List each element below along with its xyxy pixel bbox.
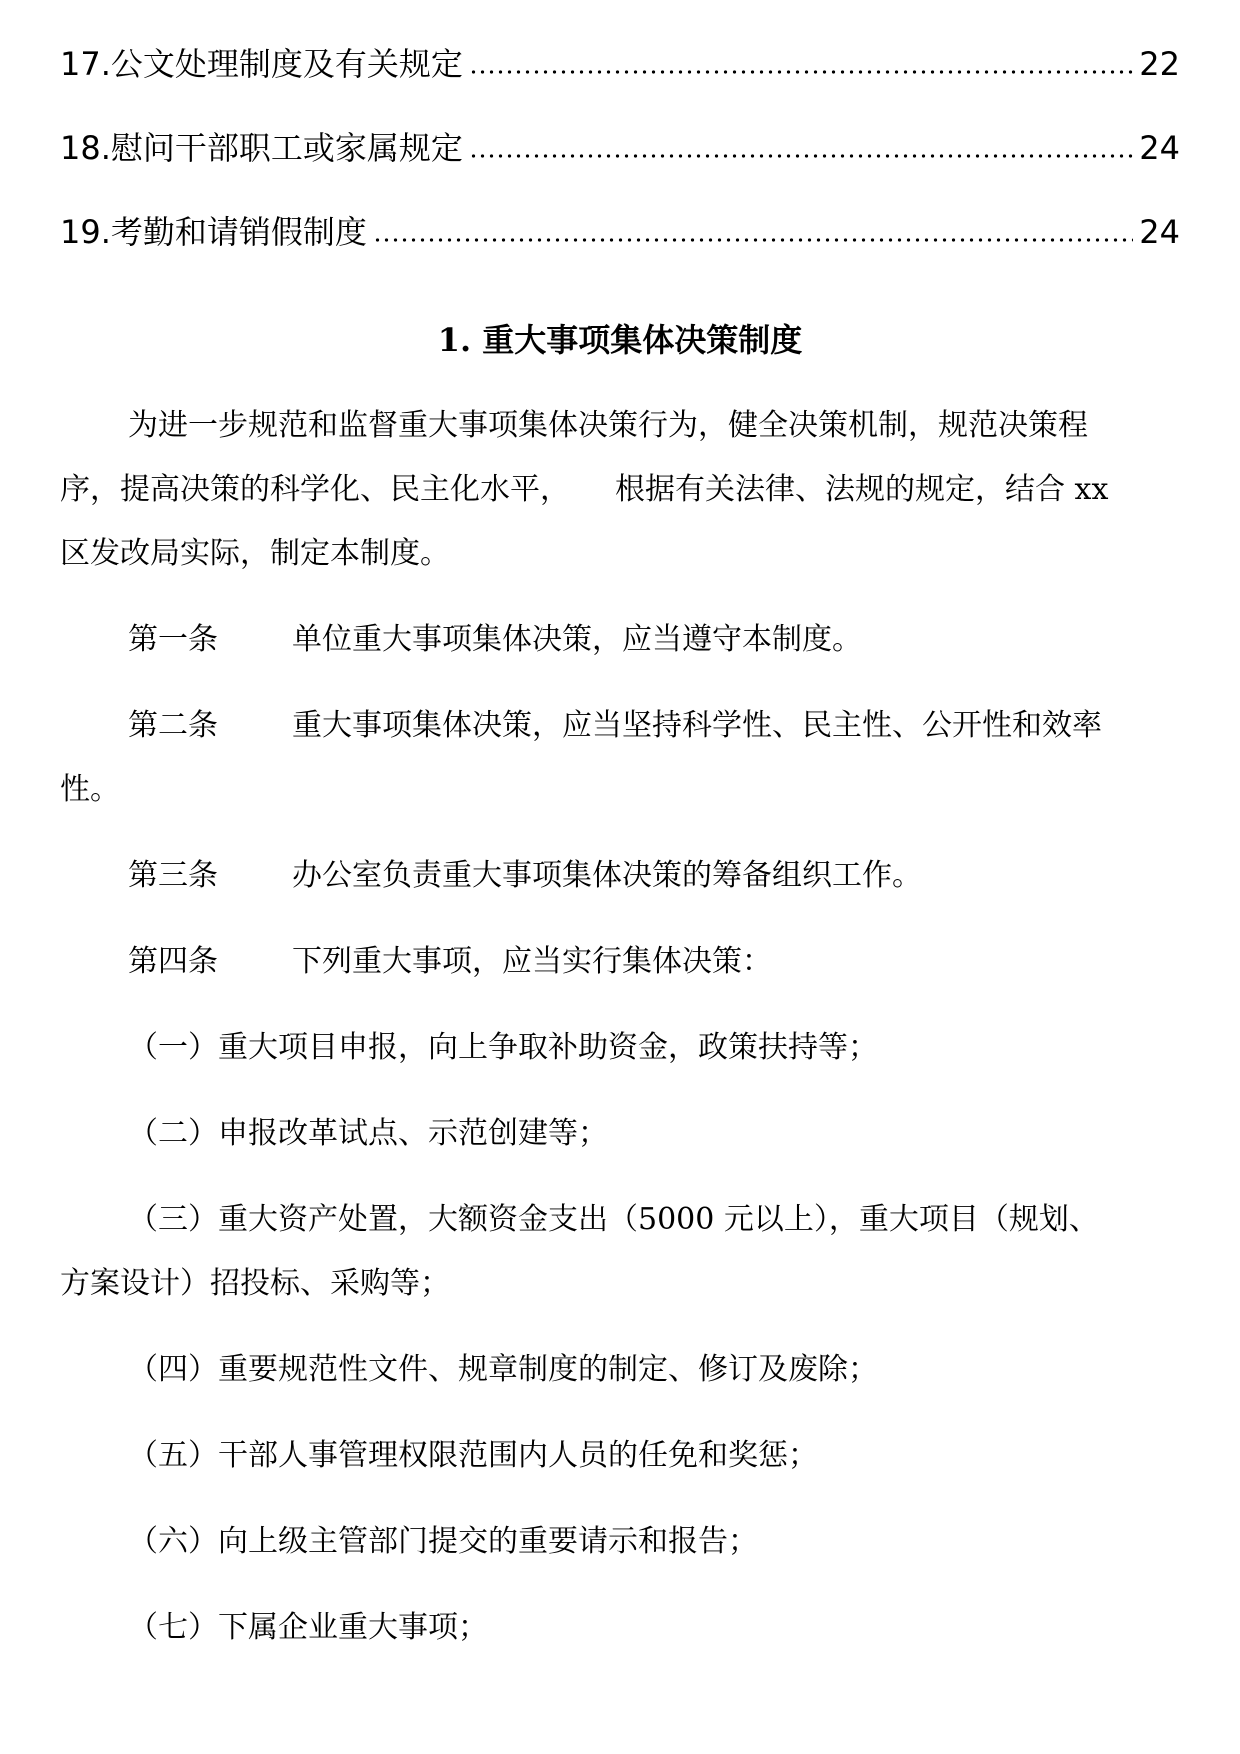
toc-entry-17[interactable] (60, 38, 1180, 84)
article-1-text: 单位重大事项集体决策，应当遵守本制度。 (292, 622, 862, 657)
article-4-text: 下列重大事项，应当实行集体决策： (292, 944, 772, 979)
toc-leader-dots (469, 154, 1133, 158)
list-item-6: （六）向上级主管部门提交的重要请示和报告； (128, 1524, 758, 1559)
toc-entry-18[interactable] (60, 122, 1180, 168)
toc-entry-title: 17.公文处理制度及有关规定 (60, 45, 463, 83)
toc-leader-dots (373, 238, 1133, 242)
list-item-4: （四）重要规范性文件、规章制度的制定、修订及废除； (128, 1352, 878, 1387)
article-2-text: 重大事项集体决策，应当坚持科学性、民主性、公开性和效率 (292, 708, 1102, 743)
article-3-label: 第三条 (128, 858, 218, 893)
intro-line-2: 序，提高决策的科学化、民主化水平， 根据有关法律、法规的规定，结合 xx (60, 472, 1109, 507)
list-item-1: （一）重大项目申报，向上争取补助资金，政策扶持等； (128, 1030, 878, 1065)
list-item-3: （三）重大资产处置，大额资金支出（5000 元以上），重大项目（规划、 (128, 1202, 1099, 1237)
intro-line-3: 区发改局实际，制定本制度。 (60, 536, 450, 571)
list-item-2: （二）申报改革试点、示范创建等； (128, 1116, 608, 1151)
list-item-3-continuation: 方案设计）招投标、采购等； (60, 1266, 450, 1301)
list-item-5: （五）干部人事管理权限范围内人员的任免和奖惩； (128, 1438, 818, 1473)
article-4-label: 第四条 (128, 944, 218, 979)
toc-entry-page: 22 (1139, 45, 1180, 83)
article-2-label: 第二条 (128, 708, 218, 743)
toc-entry-title: 19.考勤和请销假制度 (60, 213, 367, 251)
section-title: 1. 重大事项集体决策制度 (437, 321, 803, 359)
toc-leader-dots (469, 70, 1133, 74)
intro-line-1: 为进一步规范和监督重大事项集体决策行为，健全决策机制，规范决策程 (128, 408, 1088, 443)
toc-entry-page: 24 (1139, 213, 1180, 251)
toc-entry-19[interactable] (60, 206, 1180, 252)
article-1-label: 第一条 (128, 622, 218, 657)
article-2-continuation: 性。 (60, 772, 120, 807)
toc-entry-page: 24 (1139, 129, 1180, 167)
toc-entry-title: 18.慰问干部职工或家属规定 (60, 129, 463, 167)
list-item-7: （七）下属企业重大事项； (128, 1610, 488, 1645)
article-3-text: 办公室负责重大事项集体决策的筹备组织工作。 (292, 858, 922, 893)
